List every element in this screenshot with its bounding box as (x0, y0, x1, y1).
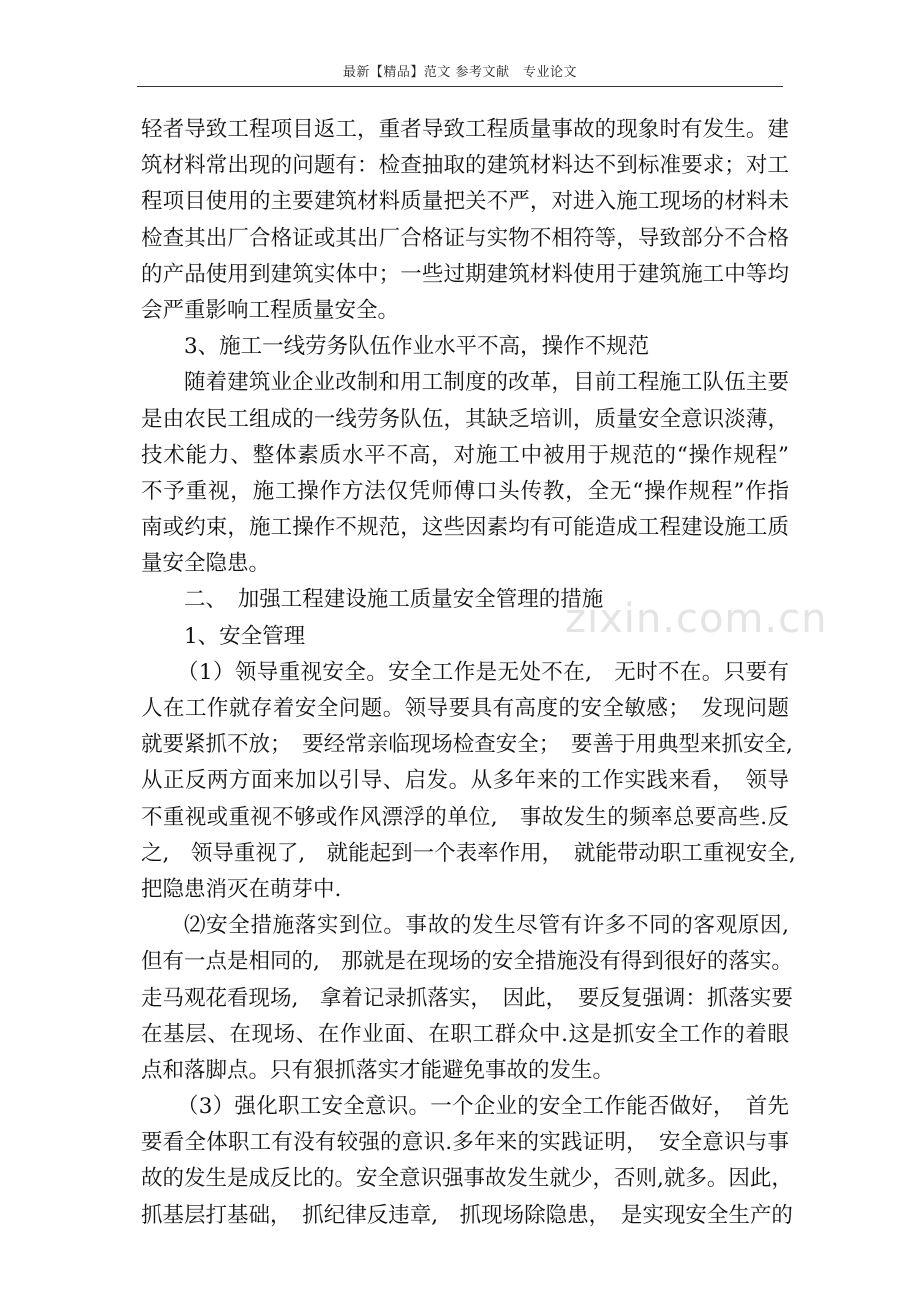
paragraph (141, 655, 796, 908)
text-line: （1）领导重视安全。安全工作是无处不在, 无时不在。只要有 (177, 659, 789, 685)
text-line: 随着建筑业企业改制和用工制度的改革，目前工程施工队伍主要 (184, 370, 789, 396)
text-line: 会严重影响工程质量安全。 (141, 297, 400, 323)
header-text: 最新【精品】范文 参考文献 专业论文 (342, 65, 578, 80)
watermark: zixin.com.cn (565, 596, 828, 642)
text-line: 走马观花看现场, 拿着记录抓落实， 因此， 要反复强调：抓落实要 (141, 985, 793, 1011)
paragraph (141, 1089, 793, 1234)
text-line: 量安全隐患。 (141, 551, 271, 577)
text-line: 之, 领导重视了, 就能起到一个表率作用， 就能带动职工重视安全, (141, 840, 796, 866)
text-line: ⑵安全措施落实到位。事故的发生尽管有许多不同的客观原因, (184, 913, 789, 939)
text-line: 在基层、在现场、在作业面、在职工群众中.这是抓安全工作的着眼 (141, 1021, 789, 1047)
text-line: 南或约束，施工操作不规范，这些因素均有可能造成工程建设施工质 (141, 515, 789, 541)
section-heading (141, 582, 789, 618)
text-line: 程项目使用的主要建筑材料质量把关不严，对进入施工现场的材料未 (141, 189, 789, 215)
text-line: 3、施工一线劳务队伍作业水平不高，操作不规范 (184, 334, 650, 360)
text-line: 技术能力、整体素质水平不高，对施工中被用于规范的“操作规程” (141, 442, 789, 468)
text-line: 不重视或重视不够或作风漂浮的单位, 事故发生的频率总要高些.反 (141, 804, 789, 830)
text-line: 要看全体职工有没有较强的意识.多年来的实践证明， 安全意识与事 (141, 1130, 789, 1156)
text-line: 点和落脚点。只有狠抓落实才能避免事故的发生。 (141, 1057, 615, 1083)
text-line: 筑材料常出现的问题有：检查抽取的建筑材料达不到标准要求；对工 (141, 153, 789, 179)
text-line: 抓基层打基础， 抓纪律反违章, 抓现场除隐患， 是实现安全生产的 (141, 1202, 793, 1228)
section-heading (141, 329, 789, 365)
paragraph (141, 112, 789, 329)
text-line: 检查其出厂合格证或其出厂合格证与实物不相符等，导致部分不合格 (141, 225, 789, 251)
text-line: 把隐患消灭在萌芽中. (141, 876, 342, 902)
text-line: 二、 加强工程建设施工质量安全管理的措施 (184, 587, 604, 613)
text-line: 人在工作就存着安全问题。领导要具有高度的安全敏感； 发现问题 (141, 696, 789, 721)
text-line: 故的发生是成反比的。安全意识强事故发生就少，否则,就多。因此， (141, 1166, 793, 1192)
paragraph (141, 365, 789, 582)
text-line: 1、安全管理 (184, 623, 306, 649)
page-header (137, 64, 783, 87)
text-line: （3）强化职工安全意识。一个企业的安全工作能否做好， 首先 (177, 1094, 789, 1120)
paragraph (141, 908, 793, 1089)
document-body (141, 112, 796, 1234)
text-line: 的产品使用到建筑实体中；一些过期建筑材料使用于建筑施工中等均 (141, 261, 789, 287)
text-line: 轻者导致工程项目返工，重者导致工程质量事故的现象时有发生。建 (141, 117, 789, 142)
section-heading (141, 619, 789, 655)
text-line: 从正反两方面来加以引导、启发。从多年来的工作实践来看， 领导 (141, 768, 789, 794)
text-line: 不予重视，施工操作方法仅凭师傅口头传教，全无“操作规程”作指 (141, 478, 789, 504)
text-line: 是由农民工组成的一线劳务队伍，其缺乏培训，质量安全意识淡薄， (141, 406, 789, 432)
text-line: 就要紧抓不放； 要经常亲临现场检查安全； 要善于用典型来抓安全, (141, 732, 793, 758)
text-line: 但有一点是相同的, 那就是在现场的安全措施没有得到很好的落实。 (141, 949, 793, 975)
